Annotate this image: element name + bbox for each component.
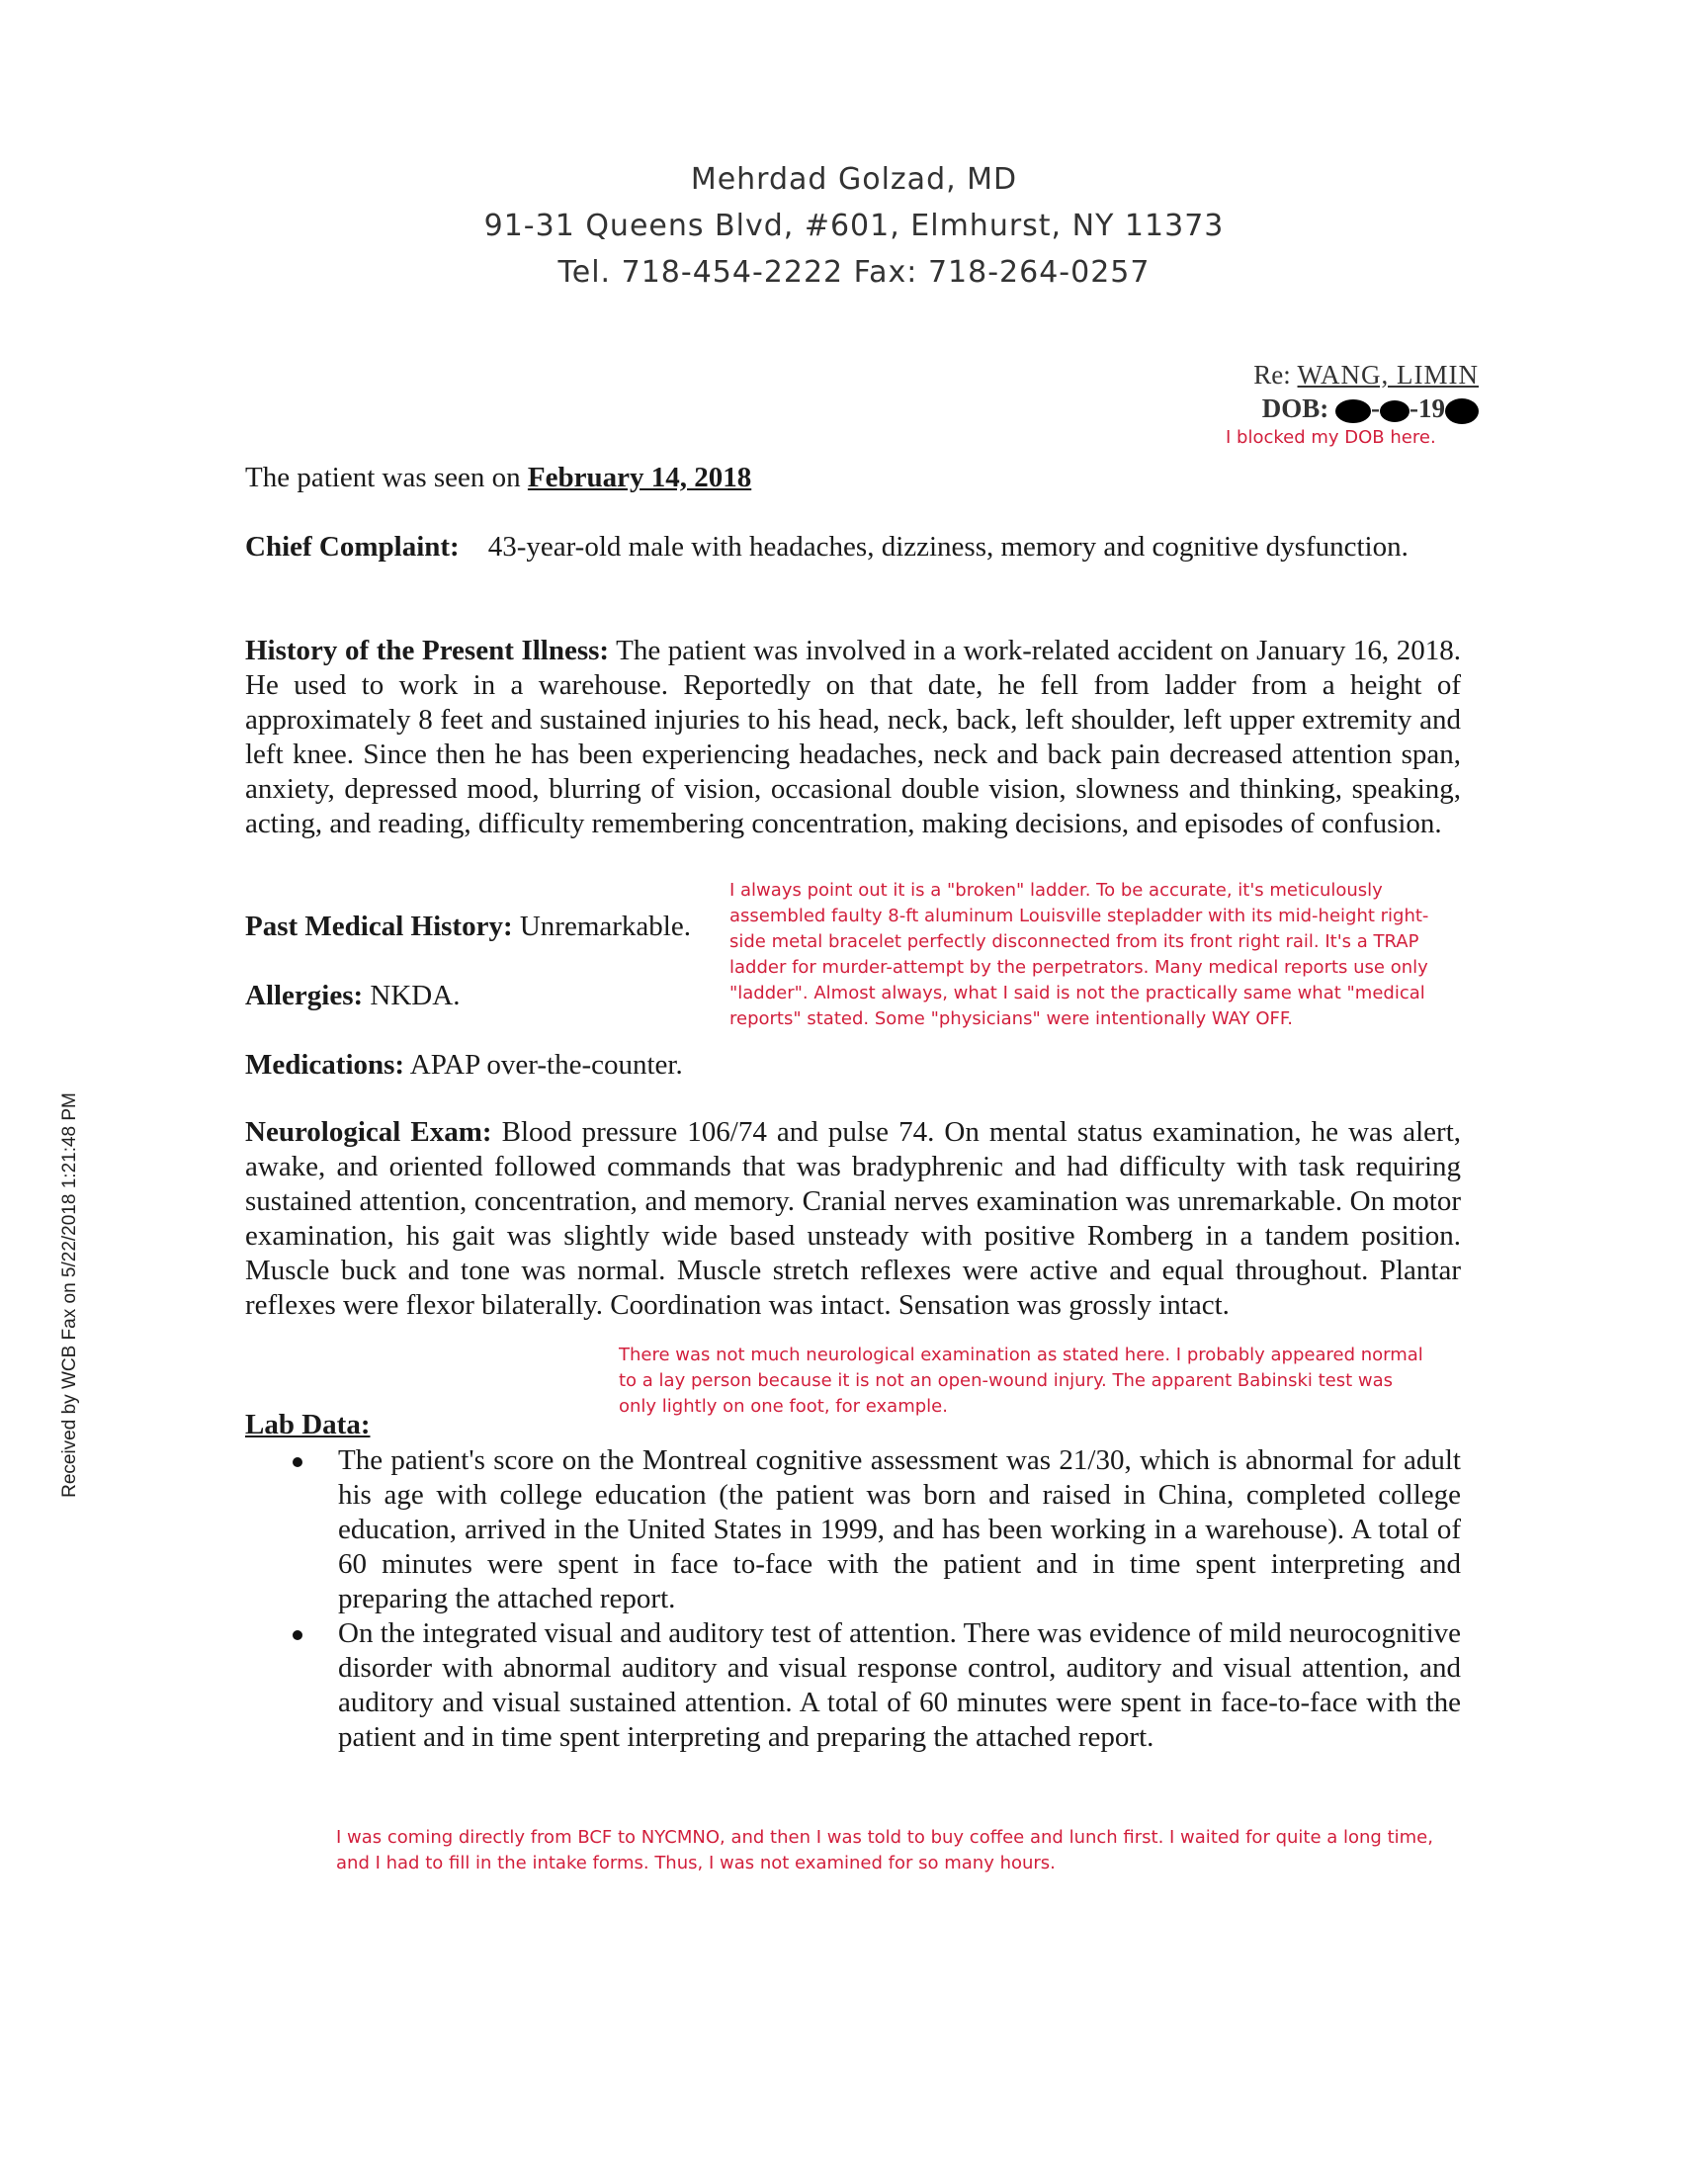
hpi-text: The patient was involved in a work-related accident on January 16, 2018. He used to work in a warehouse. Reportedly on that date, he fell from ladder from a height of approximately 8 feet and sustained injuries to his head, neck, back, left shoulder, left upper extremity and left knee. Since then he has been experiencing headaches, neck and back pain decreased attention span, anxiety, depressed mood, blurring of vision, occasional double vision, slowness and thinking, speaking, acting, and reading, difficulty remembering concentration, making decisions, and episodes of confusion.	[245, 635, 1461, 839]
dob-redaction-mark	[1380, 400, 1409, 422]
physician-phone-fax: Tel. 718-454-2222 Fax: 718-264-0257	[557, 255, 1151, 290]
bullet-icon	[293, 1630, 302, 1640]
lab-data-item-text: On the integrated visual and auditory test of attention. There was evidence of mild neurocognitive disorder with abnormal auditory and visual response control, auditory and visual attention, and auditory and visual sustained attention. A total of 60 minutes were spent in face-to-face with the patient and in time spent interpreting and preparing the attached report.	[338, 1617, 1461, 1753]
allergies-section	[245, 979, 460, 1013]
allergies-text: NKDA.	[370, 980, 461, 1011]
annotation-ladder: I always point out it is a "broken" ladder. To be accurate, it's meticulously assembled faulty 8-ft aluminum Louisville stepladder with its mid-height right-side metal bracelet perfectly disconnected from its front right rail. It's a TRAP ladder for murder-attempt by the perpetrators. Many medical reports use only "ladder". Almost always, what I said is not the practically same what "medical reports" stated. Some "physicians" were intentionally WAY OFF.	[729, 880, 1429, 1029]
medications-heading: Medications:	[245, 1049, 405, 1081]
dob-visible-year: 19	[1418, 393, 1445, 423]
re-label: Re:	[1253, 360, 1291, 390]
physician-name: Mehrdad Golzad, MD	[690, 162, 1018, 197]
physician-address: 91-31 Queens Blvd, #601, Elmhurst, NY 11373	[483, 209, 1225, 243]
neuro-exam-section	[245, 1115, 1461, 1323]
dob-redaction-mark	[1335, 399, 1371, 423]
dob-redaction-mark	[1445, 398, 1479, 424]
annotation-dob: I blocked my DOB here.	[1226, 427, 1436, 448]
pmh-heading: Past Medical History:	[245, 911, 513, 942]
chief-complaint-section	[245, 530, 1461, 565]
lab-data-heading: Lab Data:	[245, 1409, 371, 1440]
dob-separator: -	[1371, 393, 1380, 423]
dob-label: DOB:	[1261, 393, 1329, 423]
pmh-text: Unremarkable.	[519, 911, 691, 942]
patient-name: WANG, LIMIN	[1297, 360, 1479, 390]
seen-prefix: The patient was seen on	[245, 462, 521, 493]
pmh-section	[245, 910, 691, 944]
dob-separator: -	[1409, 393, 1418, 423]
fax-received-stamp: Received by WCB Fax on 5/22/2018 1:21:48 PM	[59, 1092, 80, 1498]
lab-data-item-text: The patient's score on the Montreal cognitive assessment was 21/30, which is abnormal for adult his age with college education (the patient was born and raised in China, completed college education, arrived in the United States in 1999, and has been working in a warehouse). A total of 60 minutes were spent in face to-face with the patient and in time spent interpreting and preparing the attached report.	[338, 1444, 1461, 1614]
chief-complaint-text: 43-year-old male with headaches, dizziness, memory and cognitive dysfunction.	[487, 531, 1409, 563]
lab-data-heading-wrap	[245, 1408, 370, 1442]
annotation-bottom: I was coming directly from BCF to NYCMNO, and then I was told to buy coffee and lunch first. I waited for quite a long time, and I had to fill in the intake forms. Thus, I was not examined for so many hours.	[336, 1827, 1433, 1873]
hpi-heading: History of the Present Illness:	[245, 635, 610, 666]
medications-text: APAP over-the-counter.	[409, 1049, 683, 1081]
lab-data-list-wrap	[245, 1443, 1461, 1755]
annotation-neuro: There was not much neurological examination as stated here. I probably appeared normal to a lay person because it is not an open-wound injury. The apparent Babinski test was only lightly on one foot, for example.	[619, 1345, 1423, 1417]
re-block	[1253, 358, 1479, 425]
lab-data-list	[245, 1443, 1461, 1755]
bullet-icon	[293, 1457, 302, 1467]
re-line	[1253, 358, 1479, 392]
seen-line	[245, 461, 751, 495]
neuro-exam-text: Blood pressure 106/74 and pulse 74. On mental status examination, he was alert, awake, and oriented followed commands that was bradyphrenic and had difficulty with task requiring sustained attention, concentration, and memory. Cranial nerves examination was unremarkable. On motor examination, his gait was slightly wide based unsteady with positive Romberg in a tandem position. Muscle buck and tone was normal. Muscle stretch reflexes were active and equal throughout. Plantar reflexes were flexor bilaterally. Coordination was intact. Sensation was grossly intact.	[245, 1116, 1462, 1321]
dob-line	[1253, 392, 1479, 425]
allergies-heading: Allergies:	[245, 980, 364, 1011]
lab-data-item	[245, 1616, 1461, 1755]
neuro-exam-heading: Neurological Exam:	[245, 1116, 492, 1148]
seen-date: February 14, 2018	[527, 462, 752, 493]
lab-data-item	[245, 1443, 1461, 1616]
hpi-section	[245, 634, 1461, 841]
letterhead	[0, 156, 1708, 296]
chief-complaint-heading: Chief Complaint:	[245, 531, 460, 563]
medications-section	[245, 1048, 683, 1083]
